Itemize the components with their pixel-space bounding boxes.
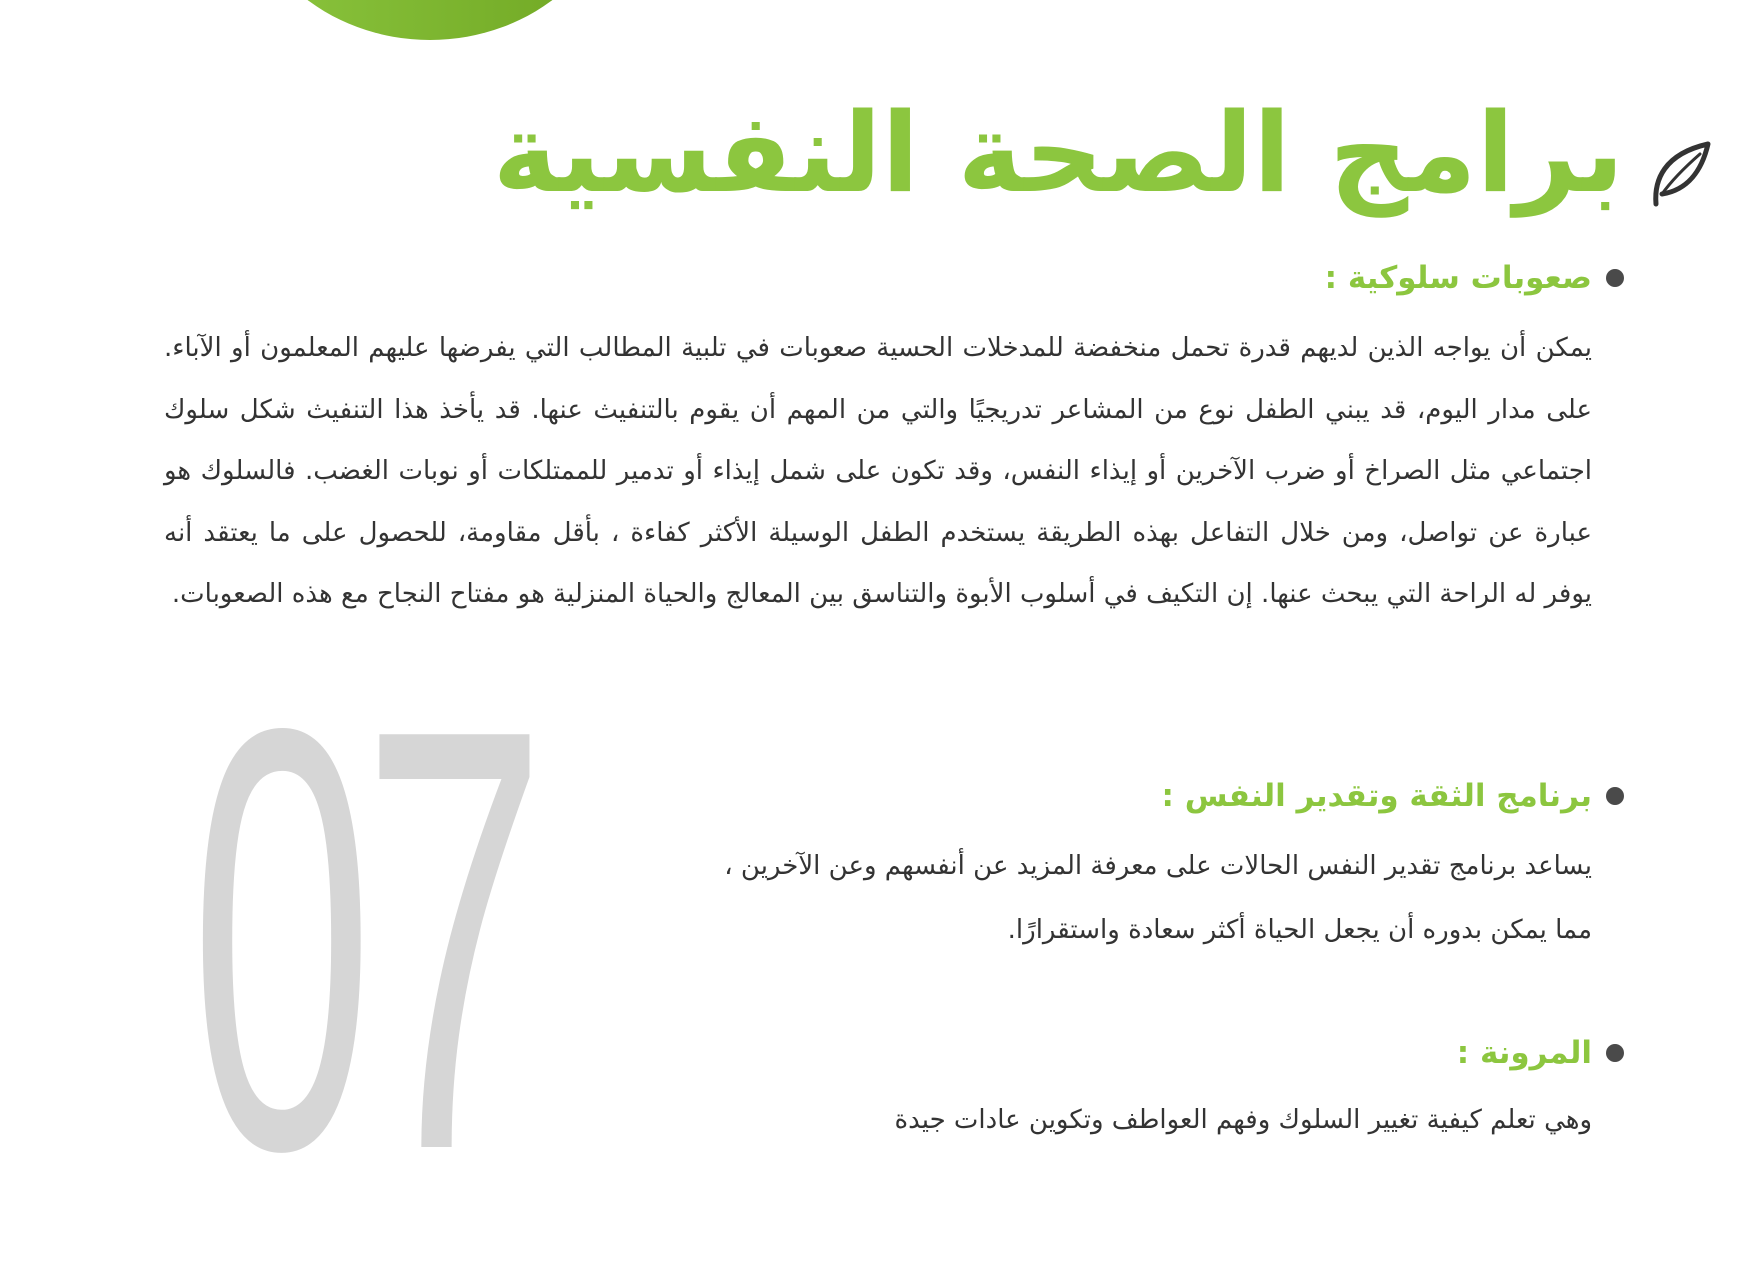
page-number: 07 <box>190 605 536 1275</box>
section-body: يمكن أن يواجه الذين لديهم قدرة تحمل منخفضة للمدخلات الحسية صعوبات في تلبية المطالب التي يفرضها عليهم المعلمون أو الآباء. على مدار اليوم، قد يبني الطفل نوع من المشاعر تدريجيًا والتي من المهم أن يقوم بالتنفيث عنها. قد يأخذ هذا التنفيث شكل سلوك اجتماعي مثل الصراخ أو ضرب الآخرين أو إيذاء النفس، وقد تكون على شمل إيذاء أو تدمير للممتلكات أو نوبات الغضب. فالسلوك هو عبارة عن تواصل، ومن خلال التفاعل بهذه الطريقة يستخدم الطفل الوسيلة الأكثر كفاءة ، بأقل مقاومة، للحصول على ما يعتقد أنه يوفر له الراحة التي يبحث عنها. إن التكيف في أسلوب الأبوة والتناسق بين المعالج والحياة المنزلية هو مفتاح النجاح مع هذه الصعوبات. <box>164 333 1592 609</box>
section-body-line: يساعد برنامج تقدير النفس الحالات على معرفة المزيد عن أنفسهم وعن الآخرين ، <box>724 851 1592 881</box>
bullet-icon <box>1606 1044 1624 1062</box>
bullet-icon <box>1606 269 1624 287</box>
section-heading-label: المرونة : <box>1456 1035 1592 1071</box>
decorative-green-circle <box>240 0 620 40</box>
section-confidence-program <box>624 778 1624 962</box>
section-heading <box>624 1035 1624 1071</box>
leaf-icon <box>1650 140 1712 208</box>
page-title: برامج الصحة النفسية <box>492 89 1624 217</box>
section-body: وهي تعلم كيفية تغيير السلوك وفهم العواطف وتكوين عادات جيدة <box>894 1105 1592 1135</box>
bullet-icon <box>1606 787 1624 805</box>
section-heading-label: صعوبات سلوكية : <box>1324 260 1592 296</box>
section-behavioral-difficulties <box>164 260 1624 626</box>
section-body <box>624 834 1592 962</box>
section-heading <box>164 260 1624 296</box>
section-flexibility <box>624 1035 1624 1145</box>
section-body-line: مما يمكن بدوره أن يجعل الحياة أكثر سعادة واستقرارًا. <box>1007 915 1592 945</box>
section-heading <box>624 778 1624 814</box>
section-heading-label: برنامج الثقة وتقدير النفس : <box>1161 778 1592 814</box>
